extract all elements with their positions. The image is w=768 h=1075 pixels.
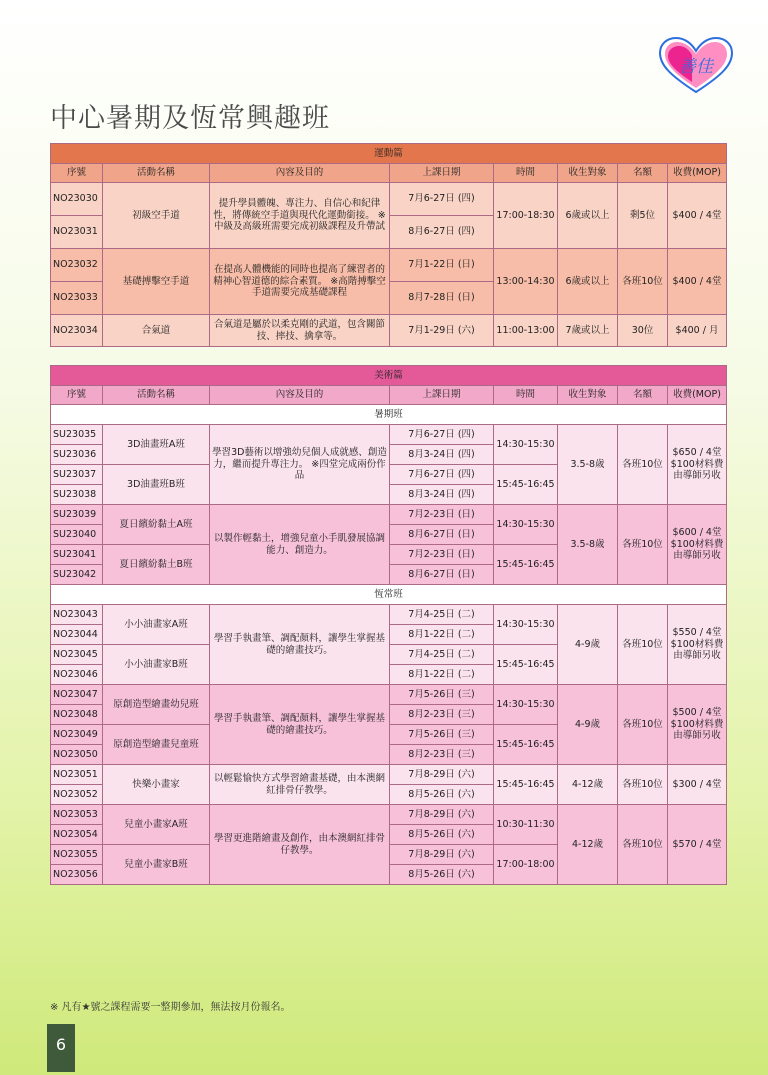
header-time: 時間 [494,164,558,183]
course-quota: 各班10位 [618,505,668,585]
course-date: 8月5-26日 (六) [390,825,494,845]
course-id: SU23041 [51,545,103,565]
course-date: 7月2-23日 (日) [390,505,494,525]
course-content: 提升學員體魄、專注力、自信心和紀律性，將傳統空手道與現代化運動銜接。 ※中級及高級班需要完成初級課程及升帶試 [210,183,390,249]
course-id: NO23034 [51,315,103,347]
course-age: 6歲或以上 [558,249,618,315]
course-date: 7月4-25日 (二) [390,645,494,665]
course-id: SU23037 [51,465,103,485]
course-id: NO23033 [51,282,103,315]
header-content: 內容及目的 [210,386,390,405]
course-date: 8月5-26日 (六) [390,785,494,805]
course-name: 原創造型繪畫兒童班 [103,725,210,765]
course-date: 7月5-26日 (三) [390,725,494,745]
course-fee: $400 / 4堂 [668,249,727,315]
logo-text: 善佳 [679,57,713,77]
course-quota: 各班10位 [618,249,668,315]
course-time: 15:45-16:45 [494,545,558,585]
course-date: 8月1-22日 (二) [390,625,494,645]
header-name: 活動名稱 [103,164,210,183]
course-id: SU23038 [51,485,103,505]
course-fee: $300 / 4堂 [668,765,727,805]
course-date: 7月8-29日 (六) [390,845,494,865]
header-quota: 名額 [618,164,668,183]
course-fee: $550 / 4堂 $100材料費 由導師另收 [668,605,727,685]
course-id: NO23049 [51,725,103,745]
course-time: 10:30-11:30 [494,805,558,845]
course-date: 7月8-29日 (六) [390,765,494,785]
course-date: 8月1-22日 (二) [390,665,494,685]
course-date: 8月2-23日 (三) [390,705,494,725]
page-number: 6 [47,1024,75,1072]
course-name: 夏日繽紛黏土A班 [103,505,210,545]
header-id: 序號 [51,386,103,405]
course-age: 4-12歲 [558,765,618,805]
course-quota: 各班10位 [618,425,668,505]
course-time: 14:30-15:30 [494,505,558,545]
course-fee: $650 / 4堂 $100材料費 由導師另收 [668,425,727,505]
course-age: 7歲或以上 [558,315,618,347]
course-quota: 各班10位 [618,805,668,885]
course-date: 8月7-28日 (日) [390,282,494,315]
course-id: NO23054 [51,825,103,845]
course-fee: $600 / 4堂 $100材料費 由導師另收 [668,505,727,585]
course-name: 夏日繽紛黏土B班 [103,545,210,585]
course-name: 基礎搏擊空手道 [103,249,210,315]
course-time: 17:00-18:00 [494,845,558,885]
course-quota: 30位 [618,315,668,347]
regular-section-label: 恆常班 [51,585,727,605]
course-time: 15:45-16:45 [494,645,558,685]
course-age: 3.5-8歲 [558,505,618,585]
course-id: NO23055 [51,845,103,865]
course-date: 7月5-26日 (三) [390,685,494,705]
course-content: 以輕鬆愉快方式學習繪畫基礎，由本澳網紅排骨仔教學。 [210,765,390,805]
course-content: 學習3D藝術以增強幼兒個人成就感、創造力，繼而提升專注力。 ※四堂完成兩份作品 [210,425,390,505]
heart-logo-icon [658,36,734,94]
course-name: 兒童小畫家A班 [103,805,210,845]
course-date: 8月3-24日 (四) [390,445,494,465]
arts-table [50,365,727,885]
course-id: NO23048 [51,705,103,725]
course-date: 8月2-23日 (三) [390,745,494,765]
course-id: NO23046 [51,665,103,685]
course-time: 11:00-13:00 [494,315,558,347]
course-name: 3D油畫班A班 [103,425,210,465]
course-name: 原創造型繪畫幼兒班 [103,685,210,725]
course-time: 15:45-16:45 [494,725,558,765]
course-fee: $570 / 4堂 [668,805,727,885]
course-date: 7月6-27日 (四) [390,425,494,445]
course-age: 4-12歲 [558,805,618,885]
course-id: NO23050 [51,745,103,765]
course-name: 初級空手道 [103,183,210,249]
footnote: ※ 凡有★號之課程需要一整期參加，無法按月份報名。 [50,1002,291,1013]
course-id: NO23043 [51,605,103,625]
course-time: 13:00-14:30 [494,249,558,315]
course-id: NO23051 [51,765,103,785]
course-date: 7月4-25日 (二) [390,605,494,625]
header-date: 上課日期 [390,386,494,405]
course-quota: 各班10位 [618,765,668,805]
course-id: NO23056 [51,865,103,885]
course-id: SU23035 [51,425,103,445]
course-date: 7月6-27日 (四) [390,183,494,216]
course-date: 8月3-24日 (四) [390,485,494,505]
course-fee: $400 / 月 [668,315,727,347]
course-name: 兒童小畫家B班 [103,845,210,885]
header-date: 上課日期 [390,164,494,183]
course-quota: 剩5位 [618,183,668,249]
course-id: SU23042 [51,565,103,585]
course-id: NO23044 [51,625,103,645]
course-time: 14:30-15:30 [494,685,558,725]
course-id: NO23047 [51,685,103,705]
course-date: 8月6-27日 (日) [390,525,494,545]
course-fee: $500 / 4堂 $100材料費 由導師另收 [668,685,727,765]
course-age: 6歲或以上 [558,183,618,249]
course-date: 8月5-26日 (六) [390,865,494,885]
header-name: 活動名稱 [103,386,210,405]
course-id: NO23045 [51,645,103,665]
course-content: 學習更進階繪畫及創作，由本澳網紅排骨仔教學。 [210,805,390,885]
course-id: NO23030 [51,183,103,216]
header-fee: 收費(MOP) [668,164,727,183]
header-id: 序號 [51,164,103,183]
course-id: NO23053 [51,805,103,825]
course-content: 以製作輕黏土，增強兒童小手肌發展協調能力、創造力。 [210,505,390,585]
course-time: 17:00-18:30 [494,183,558,249]
course-content: 合氣道是屬於以柔克剛的武道，包含關節技、摔技、擒拿等。 [210,315,390,347]
course-time: 14:30-15:30 [494,605,558,645]
course-id: SU23040 [51,525,103,545]
course-name: 快樂小畫家 [103,765,210,805]
course-id: NO23032 [51,249,103,282]
course-date: 8月6-27日 (日) [390,565,494,585]
course-fee: $400 / 4堂 [668,183,727,249]
header-fee: 收費(MOP) [668,386,727,405]
course-name: 小小油畫家A班 [103,605,210,645]
course-id: SU23039 [51,505,103,525]
course-date: 7月1-29日 (六) [390,315,494,347]
course-quota: 各班10位 [618,685,668,765]
course-name: 3D油畫班B班 [103,465,210,505]
sports-caption: 運動篇 [51,144,727,164]
course-time: 15:45-16:45 [494,765,558,805]
course-age: 4-9歲 [558,605,618,685]
course-name: 小小油畫家B班 [103,645,210,685]
course-time: 14:30-15:30 [494,425,558,465]
arts-caption: 美術篇 [51,366,727,386]
course-name: 合氣道 [103,315,210,347]
course-content: 學習手執畫筆、調配顏料，讓學生掌握基礎的繪畫技巧。 [210,685,390,765]
course-content: 學習手執畫筆、調配顏料，讓學生掌握基礎的繪畫技巧。 [210,605,390,685]
course-date: 7月6-27日 (四) [390,465,494,485]
course-id: NO23052 [51,785,103,805]
header-quota: 名額 [618,386,668,405]
header-age: 收生對象 [558,164,618,183]
sports-table [50,143,727,347]
course-date: 8月6-27日 (四) [390,216,494,249]
course-content: 在提高人體機能的同時也提高了練習者的精神心智道德的綜合素質。 ※高階搏擊空手道需要完成基礎課程 [210,249,390,315]
course-date: 7月8-29日 (六) [390,805,494,825]
course-id: NO23031 [51,216,103,249]
summer-section-label: 暑期班 [51,405,727,425]
course-date: 7月2-23日 (日) [390,545,494,565]
page-title: 中心暑期及恆常興趣班 [50,103,330,134]
course-age: 3.5-8歲 [558,425,618,505]
course-age: 4-9歲 [558,685,618,765]
header-content: 內容及目的 [210,164,390,183]
header-time: 時間 [494,386,558,405]
course-date: 7月1-22日 (日) [390,249,494,282]
course-time: 15:45-16:45 [494,465,558,505]
header-age: 收生對象 [558,386,618,405]
course-id: SU23036 [51,445,103,465]
course-quota: 各班10位 [618,605,668,685]
